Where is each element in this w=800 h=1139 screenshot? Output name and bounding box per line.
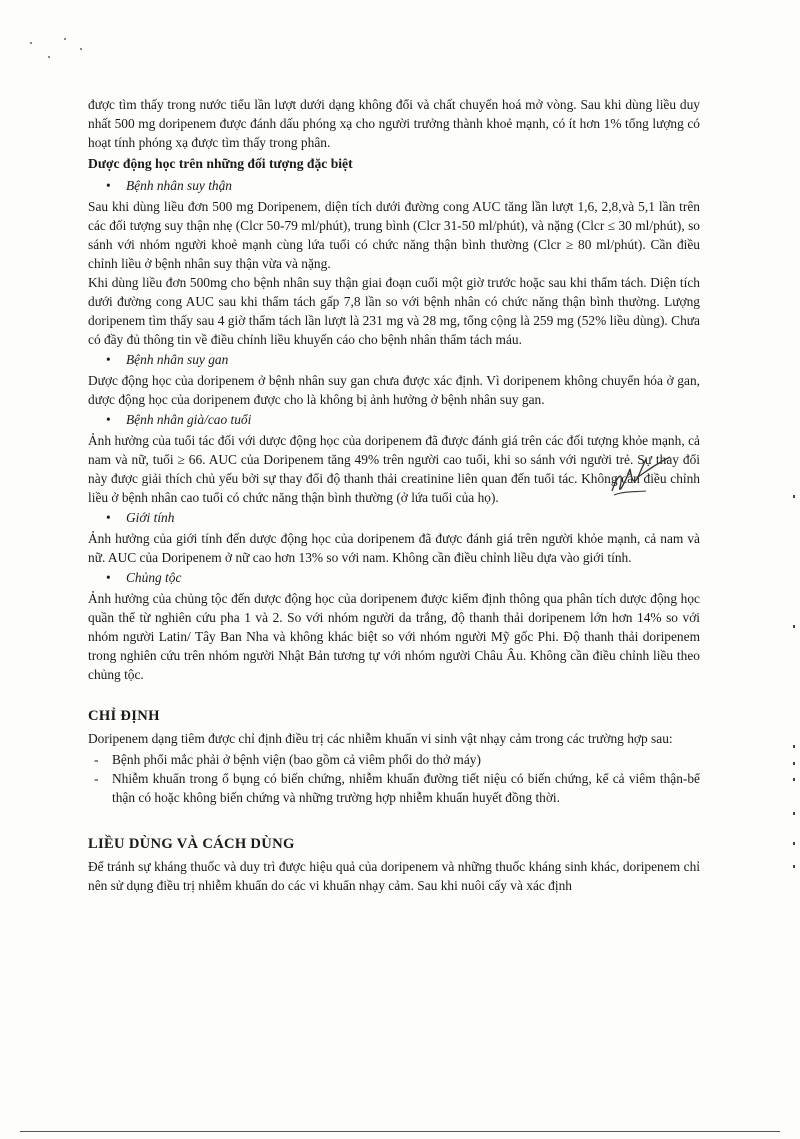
list-item xyxy=(88,769,700,807)
elderly-heading: • Bệnh nhân già/cao tuổi xyxy=(106,410,700,429)
indication-list xyxy=(88,750,700,807)
gender-heading: • Giới tính xyxy=(106,508,700,527)
special-populations-heading: Dược động học trên những đối tượng đặc biệt xyxy=(88,156,353,171)
handwritten-initials-mark xyxy=(574,451,674,501)
dash-bullet: - xyxy=(94,752,99,767)
elderly-paragraph: Ảnh hưởng của tuổi tác đối với dược động học của doripenem đã được đánh giá trên các đối tượng khỏe mạnh, cả nam và nữ, tuổi ≥ 66. AUC của Doripenem tăng 49% trên người cao tuổi, khi so sánh với người trẻ. Sự thay đổi này được giải thích chủ yếu bởi sự thay đổi độ thanh thải creatinine liên quan đến tuổi tác. Không cần điều chỉnh liều ở bệnh nhân cao tuổi có chức năng thận bình thường (ở lứa tuổi của họ). xyxy=(88,433,700,505)
dosage-paragraph: Để tránh sự kháng thuốc và duy trì được hiệu quả của doripenem và những thuốc kháng sinh khác, doripenem chỉ nên sử dụng điều trị nhiễm khuẩn do các vi khuẩn nhạy cảm. Sau khi nuôi cấy và xác định xyxy=(88,859,700,893)
indication-intro: Doripenem dạng tiêm được chỉ định điều trị các nhiễm khuẩn vi sinh vật nhạy cảm trong các trường hợp sau: xyxy=(88,731,673,746)
dosage-heading: LIỀU DÙNG VÀ CÁCH DÙNG xyxy=(88,836,295,852)
race-paragraph: Ảnh hưởng của chủng tộc đến dược động học của doripenem được kiểm định thông qua phân tích dược động học quần thể từ nghiên cứu pha 1 và 2. So với nhóm người da trắng, độ thanh thải doripenem lớn hơn 14% so với nhóm người Latin/ Tây Ban Nha và không khác biệt so với nhóm người Mỹ gốc Phi. Độ thanh thải doripenem trong nghiên cứu trên nhóm người Nhật Bản tương tự với nhóm người Châu Âu. Không cần điều chỉnh liều theo chủng tộc. xyxy=(88,591,700,682)
hepatic-paragraph: Dược động học của doripenem ở bệnh nhân suy gan chưa được xác định. Vì doripenem không chuyển hóa ở gan, dược động học của doripenem được cho là không bị ảnh hưởng ở bệnh nhân suy gan. xyxy=(88,373,700,407)
indication-heading: CHỈ ĐỊNH xyxy=(88,708,160,724)
race-heading: • Chủng tộc xyxy=(106,568,700,587)
renal-paragraph-2: Khi dùng liều đơn 500mg cho bệnh nhân suy thận giai đoạn cuối một giờ trước hoặc sau khi thẩm tách. Diện tích dưới đường cong AUC sau khi thẩm tách gấp 7,8 lần so với bệnh nhân có chức năng thận bình thường. Lượng doripenem tìm thấy sau 4 giờ thẩm tách lần lượt là 231 mg và 28 mg, tổng cộng là 259 mg (52% liều dùng). Chưa có đầy đủ thông tin về điều chỉnh liều khuyến cáo cho bệnh nhân thẩm tách máu. xyxy=(88,275,700,347)
dash-bullet: - xyxy=(94,771,99,786)
indication-item-text: Nhiễm khuẩn trong ổ bụng có biến chứng, nhiễm khuẩn đường tiết niệu có biến chứng, kể cả viêm thận-bể thận có hoặc không biến chứng và những trường hợp nhiễm khuẩn huyết đồng thời. xyxy=(112,771,700,805)
hepatic-impairment-heading: • Bệnh nhân suy gan xyxy=(106,350,700,369)
indication-item-text: Bệnh phổi mắc phải ở bệnh viện (bao gồm cả viêm phổi do thở máy) xyxy=(112,752,481,767)
renal-impairment-heading: • Bệnh nhân suy thận xyxy=(106,176,700,195)
list-item xyxy=(88,750,700,769)
gender-paragraph: Ảnh hưởng của giới tính đến dược động học của doripenem đã được đánh giá trên người khỏe mạnh, cả nam và nữ. AUC của Doripenem ở nữ cao hơn 13% so với nam. Không cần điều chỉnh liều dựa vào giới tính. xyxy=(88,531,700,565)
intro-paragraph: được tìm thấy trong nước tiểu lần lượt dưới dạng không đổi và chất chuyển hoá mở vòng. Sau khi dùng liều duy nhất 500 mg doripenem được đánh dấu phóng xạ cho người trưởng thành khoẻ mạnh, có ít hơn 1% tổng lượng có hoạt tính phóng xạ được tìm thấy trong phân. xyxy=(88,97,700,150)
bottom-border-line xyxy=(20,1131,780,1132)
renal-paragraph-1: Sau khi dùng liều đơn 500 mg Doripenem, diện tích dưới đường cong AUC tăng lần lượt 1,6, 2,8,và 5,1 lần trên các đối tượng suy thận nhẹ (Clcr 50-79 ml/phút), trung bình (Clcr 31-50 ml/phút), và nặng (Clcr ≤ 30 ml/phút), so sánh với nhóm người khoẻ mạnh cùng lứa tuổi có chức năng thận bình thường (Clcr ≥ 80 ml/phút). Cần điều chỉnh liều ở bệnh nhân suy thận vừa và nặng. xyxy=(88,199,700,271)
